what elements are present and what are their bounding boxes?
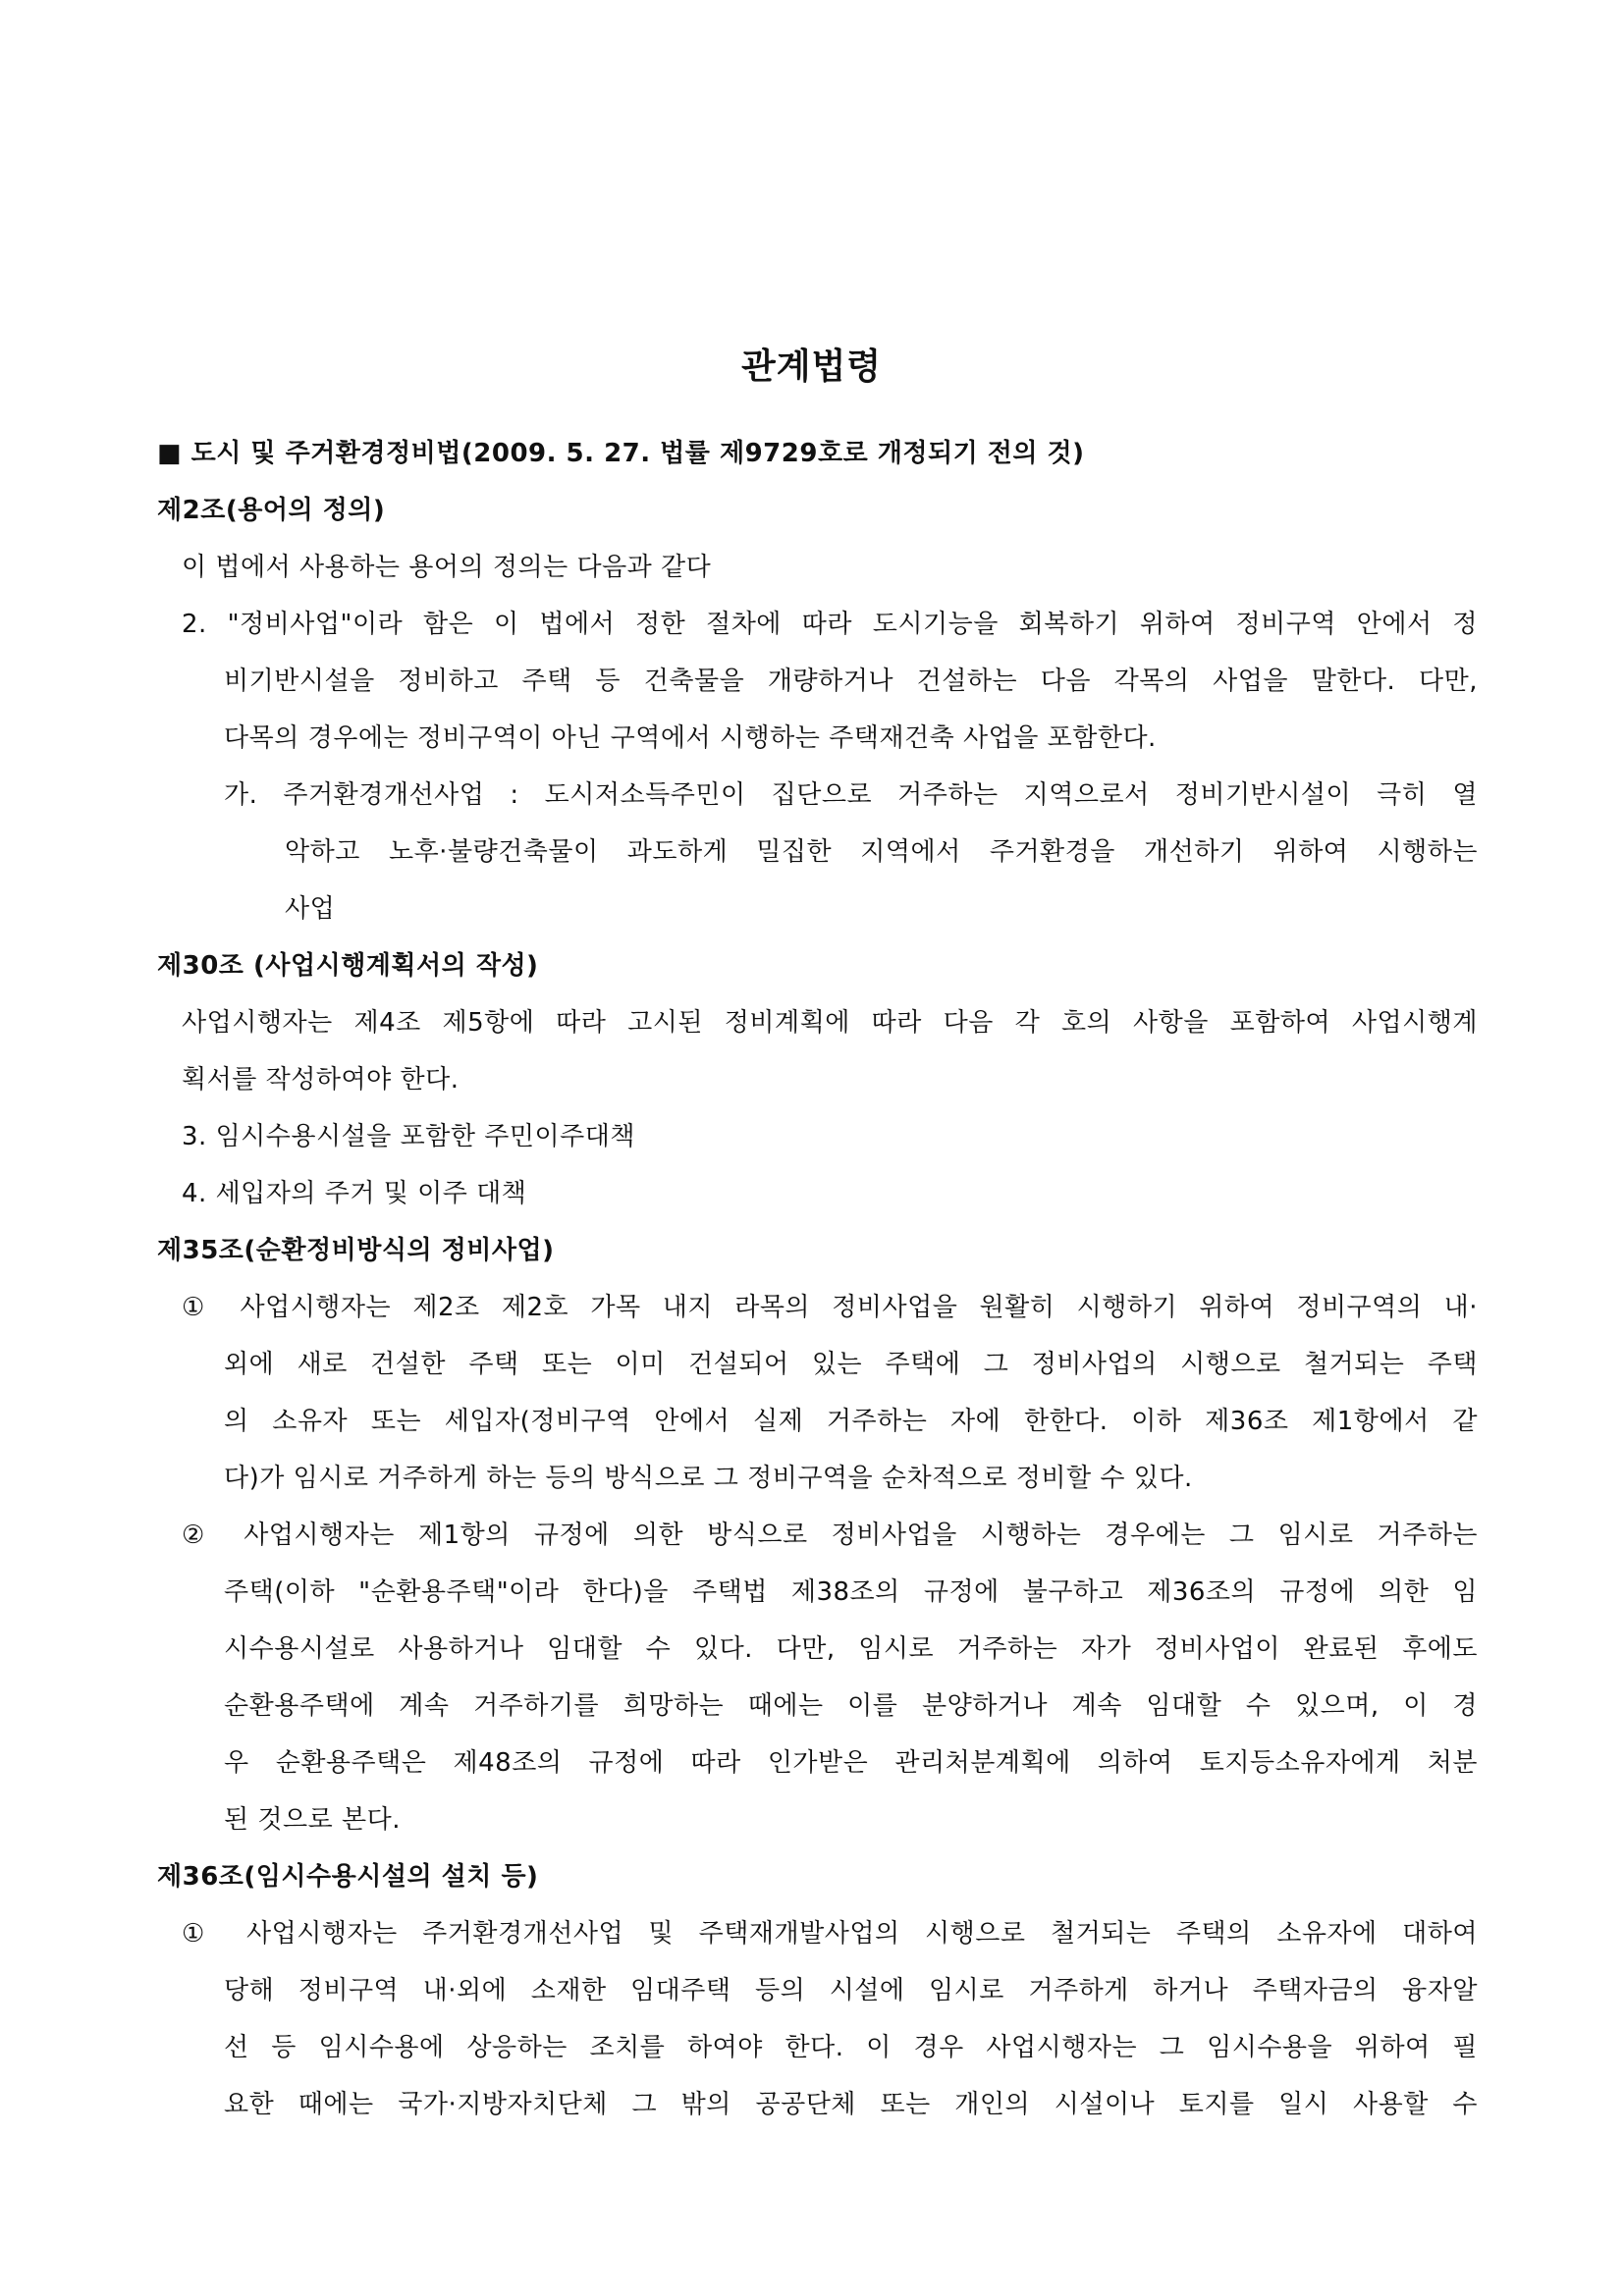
article-30-intro-line-1: 사업시행자는 제4조 제5항에 따라 고시된 정비계획에 따라 다음 각 호의 사항을 포함하여 사업시행계 [182, 1008, 1478, 1038]
article-35-heading: 제35조(순환정비방식의 정비사업) [157, 1236, 555, 1265]
law-heading: ■ 도시 및 주거환경정비법(2009. 5. 27. 법률 제9729호로 개정되기 전의 것) [157, 439, 1085, 468]
article-36-para-1-line-4: 요한 때에는 국가·지방자치단체 그 밖의 공공단체 또는 개인의 시설이나 토지를 일시 사용할 수 [224, 2090, 1478, 2119]
article-30-heading: 제30조 (사업시행계획서의 작성) [157, 951, 539, 981]
article-2-item-2-line-1: 2. "정비사업"이라 함은 이 법에서 정한 절차에 따라 도시기능을 회복하기 위하여 정비구역 안에서 정 [182, 610, 1478, 639]
article-35-para-1-line-3: 의 소유자 또는 세입자(정비구역 안에서 실제 거주하는 자에 한한다. 이하 제36조 제1항에서 같 [224, 1407, 1478, 1436]
article-30-item-4: 4. 세입자의 주거 및 이주 대책 [182, 1179, 527, 1208]
article-2-item-ga-line-2: 악하고 노후·불량건축물이 과도하게 밀집한 지역에서 주거환경을 개선하기 위하여 시행하는 [285, 837, 1478, 867]
article-2-item-2-line-2: 비기반시설을 정비하고 주택 등 건축물을 개량하거나 건설하는 다음 각목의 사업을 말한다. 다만, [224, 667, 1478, 696]
article-2-heading: 제2조(용어의 정의) [157, 496, 386, 525]
article-35-para-2-line-6: 된 것으로 본다. [224, 1805, 401, 1835]
article-30-intro-line-2: 획서를 작성하여야 한다. [182, 1065, 460, 1095]
article-35-para-2-line-4: 순환용주택에 계속 거주하기를 희망하는 때에는 이를 분양하거나 계속 임대할 수 있으며, 이 경 [224, 1691, 1478, 1721]
article-36-para-1-line-2: 당해 정비구역 내·외에 소재한 임대주택 등의 시설에 임시로 거주하게 하거나 주택자금의 융자알 [224, 1976, 1478, 2005]
article-2-intro: 이 법에서 사용하는 용어의 정의는 다음과 같다 [182, 553, 712, 582]
article-35-para-2-line-3: 시수용시설로 사용하거나 임대할 수 있다. 다만, 임시로 거주하는 자가 정비사업이 완료된 후에도 [224, 1634, 1478, 1664]
article-36-para-1-line-3: 선 등 임시수용에 상응하는 조치를 하여야 한다. 이 경우 사업시행자는 그 임시수용을 위하여 필 [224, 2033, 1478, 2062]
article-2-item-ga-line-3: 사업 [285, 894, 336, 924]
article-36-para-1-line-1: ① 사업시행자는 주거환경개선사업 및 주택재개발사업의 시행으로 철거되는 주택의 소유자에 대하여 [182, 1919, 1478, 1949]
article-2-item-2-line-3: 다목의 경우에는 정비구역이 아닌 구역에서 시행하는 주택재건축 사업을 포함한다. [224, 723, 1157, 753]
article-35-para-1-line-4: 다)가 임시로 거주하게 하는 등의 방식으로 그 정비구역을 순차적으로 정비할 수 있다. [224, 1464, 1193, 1493]
article-35-para-1-line-2: 외에 새로 건설한 주택 또는 이미 건설되어 있는 주택에 그 정비사업의 시행으로 철거되는 주택 [224, 1350, 1478, 1379]
article-30-item-3: 3. 임시수용시설을 포함한 주민이주대책 [182, 1122, 635, 1151]
article-2-item-ga-line-1: 가. 주거환경개선사업 : 도시저소득주민이 집단으로 거주하는 지역으로서 정비기반시설이 극히 열 [224, 780, 1478, 810]
article-35-para-1-line-1: ① 사업시행자는 제2조 제2호 가목 내지 라목의 정비사업을 원활히 시행하기 위하여 정비구역의 내· [182, 1293, 1478, 1322]
article-35-para-2-line-2: 주택(이하 "순환용주택"이라 한다)을 주택법 제38조의 규정에 불구하고 제36조의 규정에 의한 임 [224, 1577, 1478, 1607]
page-title: 관계법령 [740, 347, 883, 387]
article-35-para-2-line-5: 우 순환용주택은 제48조의 규정에 따라 인가받은 관리처분계획에 의하여 토지등소유자에게 처분 [224, 1748, 1478, 1778]
article-36-heading: 제36조(임시수용시설의 설치 등) [157, 1862, 539, 1892]
article-35-para-2-line-1: ② 사업시행자는 제1항의 규정에 의한 방식으로 정비사업을 시행하는 경우에는 그 임시로 거주하는 [182, 1521, 1478, 1550]
